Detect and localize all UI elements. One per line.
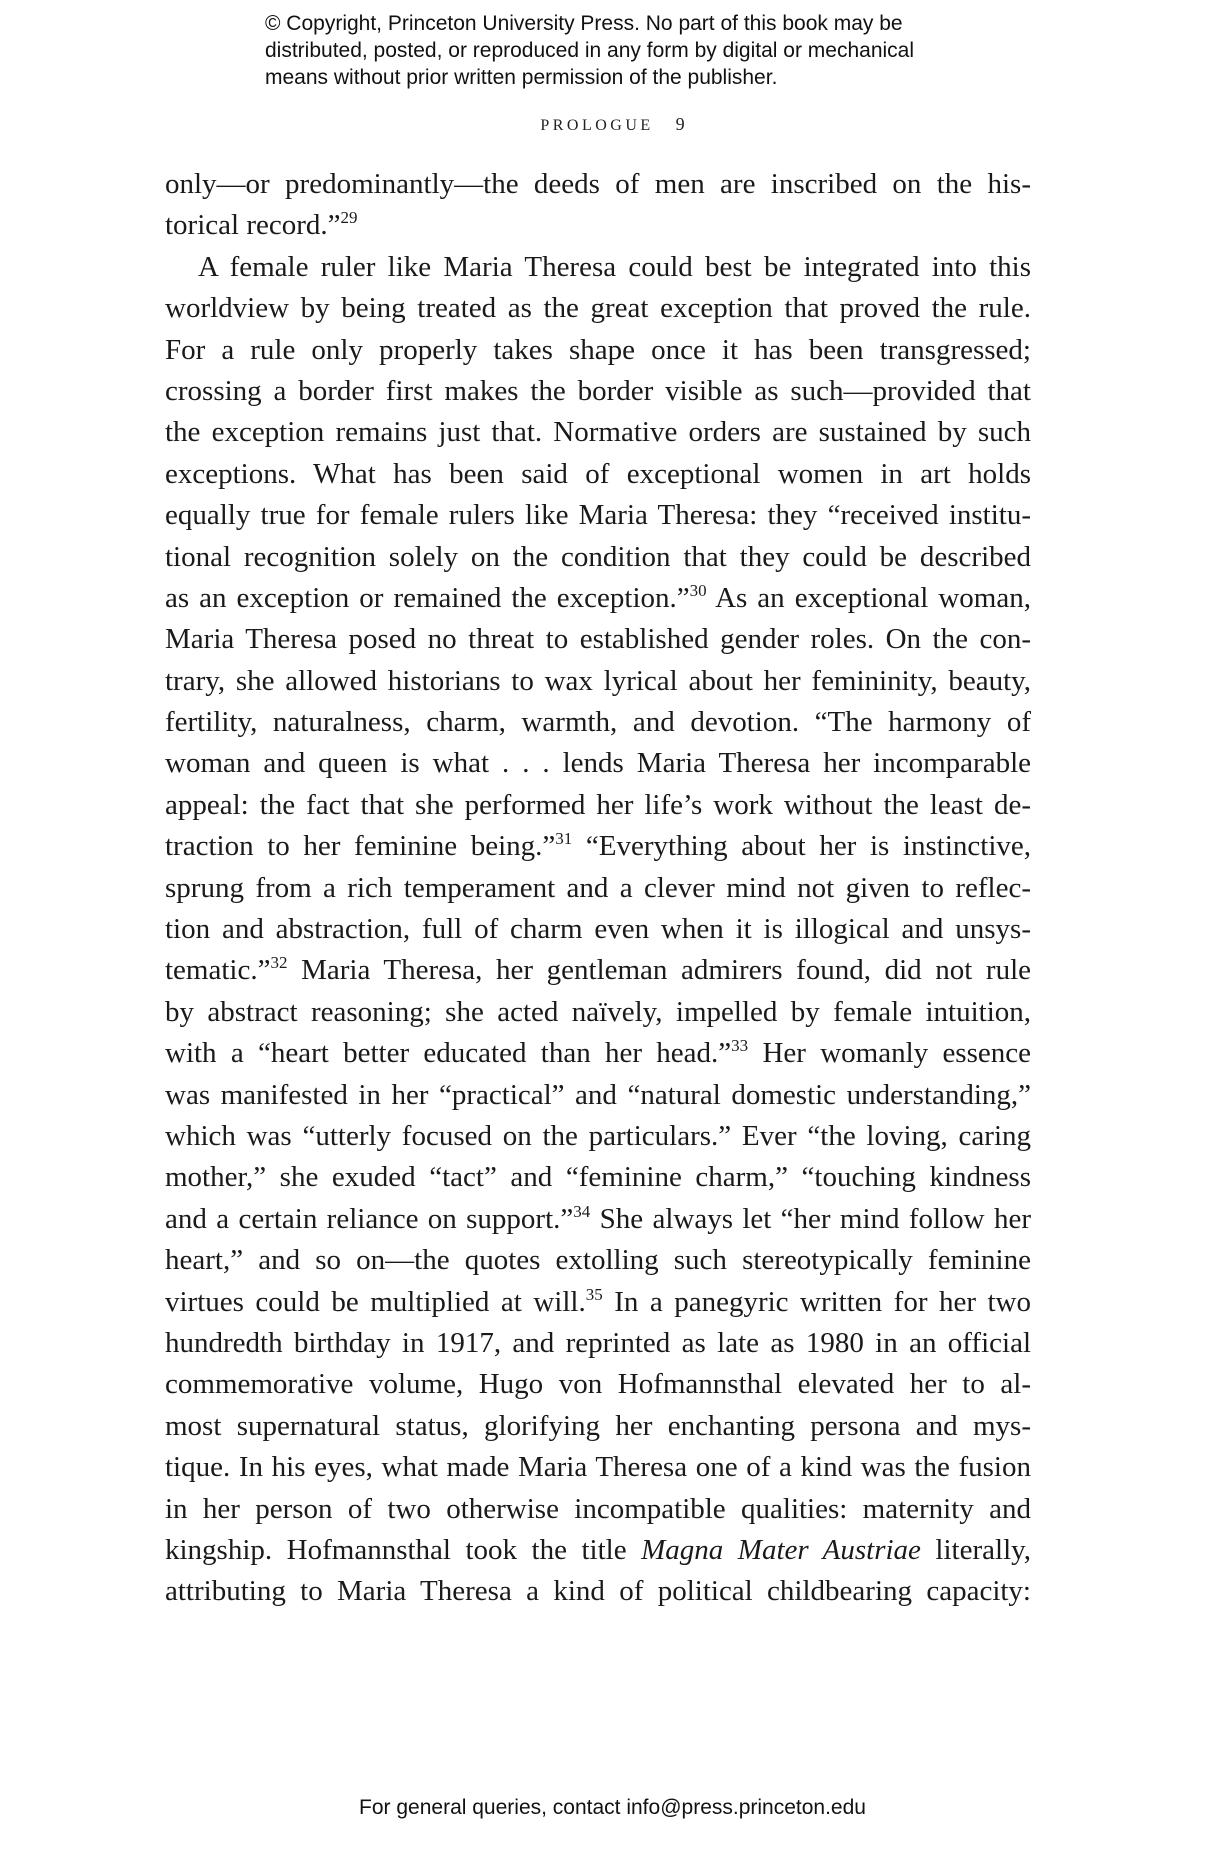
body-line-text: crossing a border first makes the border visible as such—provided that [165,374,1031,407]
copyright-line: means without prior written permission of the publisher. [265,66,778,89]
body-line-text: traction to her feminine being.” [165,830,556,863]
body-line-text: woman and queen is what . . . lends Maria Theresa her incomparable [165,747,1031,780]
footer-contact: For general queries, contact info@press.princeton.edu [359,1796,866,1819]
copyright-notice [265,10,1025,91]
body-line [165,454,1031,495]
body-line [165,868,1031,909]
body-line-text: which was “utterly focused on the particulars.” Ever “the loving, caring [165,1119,1031,1152]
body-line [165,1157,1031,1198]
body-line [165,826,1031,867]
body-line [165,1323,1031,1364]
body-line [165,1199,1031,1240]
body-line-text: as an exception or remained the exception.” [165,581,690,614]
body-line-text: exceptions. What has been said of exceptional women in art holds [165,457,1031,490]
copyright-line: © Copyright, Princeton University Press. No part of this book may be [265,12,903,35]
body-line-text: In a panegyric written for her two [602,1285,1031,1318]
body-line-text: in her person of two otherwise incompatible qualities: maternity and [165,1492,1031,1525]
body-line [165,619,1031,660]
body-line-text: hundredth birthday in 1917, and reprinted as late as 1980 in an official [165,1326,1031,1359]
running-head-section: PROLOGUE [540,117,654,134]
body-line [165,1282,1031,1323]
body-line-text: sprung from a rich temperament and a clever mind not given to reflec- [165,871,1031,904]
body-line-text: most supernatural status, glorifying her enchanting persona and mys- [165,1409,1031,1442]
body-line-text: worldview by being treated as the great exception that proved the rule. [165,292,1031,325]
body-line [165,495,1031,536]
body-line [165,412,1031,453]
body-line [165,1530,1031,1571]
body-line [165,950,1031,991]
body-line-text: literally, [920,1533,1031,1566]
copyright-line: distributed, posted, or reproduced in any form by digital or mechanical [265,39,915,62]
body-line [165,330,1031,371]
running-head [0,114,1225,135]
body-line [165,164,1031,205]
body-line-text: tique. In his eyes, what made Maria Theresa one of a kind was the fusion [165,1451,1031,1484]
footnote-ref: 34 [573,1201,591,1221]
body-line-text: “Everything about her is instinctive, [572,830,1031,863]
body-line-text: As an exceptional woman, [706,581,1031,614]
body-line [165,992,1031,1033]
body-line-text: kingship. Hofmannsthal took the title [165,1533,642,1566]
body-line-text: equally true for female rulers like Maria Theresa: they “received institu- [165,499,1031,532]
body-line-text: heart,” and so on—the quotes extolling such stereotypically feminine [165,1244,1031,1277]
body-line [165,205,1031,246]
body-line-text: A female ruler like Maria Theresa could best be integrated into this [198,250,1031,283]
body-line-text: Her womanly essence [748,1037,1031,1070]
footnote-ref: 30 [689,580,707,600]
body-line [165,743,1031,784]
body-line [165,1571,1031,1612]
body-line-text: by abstract reasoning; she acted naïvely, impelled by female intuition, [165,995,1031,1028]
body-line-text: tional recognition solely on the condition that they could be described [165,540,1031,573]
body-line [165,247,1031,288]
body-line [165,537,1031,578]
body-line-text: with a “heart better educated than her head.” [165,1037,732,1070]
body-line-text: appeal: the fact that she performed her life’s work without the least de- [165,788,1031,821]
body-line-text: mother,” she exuded “tact” and “feminine charm,” “touching kindness [165,1161,1031,1194]
body-line-text: and a certain reliance on support.” [165,1202,574,1235]
body-line [165,578,1031,619]
footnote-ref: 35 [585,1284,603,1304]
page-number: 9 [675,114,685,134]
body-line [165,1447,1031,1488]
body-line-text: Maria Theresa posed no threat to established gender roles. On the con- [165,623,1031,656]
body-line [165,909,1031,950]
footnote-ref: 31 [555,829,573,849]
body-line-text: tion and abstraction, full of charm even when it is illogical and unsys- [165,913,1031,946]
body-line-text: was manifested in her “practical” and “natural domestic understanding,” [165,1078,1031,1111]
body-line-text: commemorative volume, Hugo von Hofmannsthal elevated her to al- [165,1368,1031,1401]
body-line [165,1033,1031,1074]
body-line-text: fertility, naturalness, charm, warmth, and devotion. “The harmony of [165,706,1031,739]
body-line [165,1075,1031,1116]
body-line-text: virtues could be multiplied at will. [165,1285,586,1318]
footnote-ref: 32 [270,953,288,973]
body-line [165,1489,1031,1530]
body-line-text: only—or predominantly—the deeds of men are inscribed on the his- [165,168,1031,200]
body-line [165,702,1031,743]
body-line [165,1240,1031,1281]
body-line [165,288,1031,329]
body-line [165,661,1031,702]
footnote-ref: 33 [731,1036,749,1056]
body-line [165,1364,1031,1405]
body-line-text: Maria Theresa, her gentleman admirers found, did not rule [287,954,1031,987]
body-line [165,371,1031,412]
body-line [165,1406,1031,1447]
body-line-text: trary, she allowed historians to wax lyrical about her femininity, beauty, [165,664,1031,697]
body-line [165,1116,1031,1157]
body-text [165,164,1031,1613]
footnote-ref: 29 [340,208,358,228]
body-line [165,785,1031,826]
body-line-text: For a rule only properly takes shape once it has been transgressed; [165,333,1031,366]
italic-title: Magna Mater Austriae [641,1533,921,1566]
body-line-text: the exception remains just that. Normative orders are sustained by such [165,416,1031,449]
body-line-text: tematic.” [165,954,271,987]
body-line-text: attributing to Maria Theresa a kind of political childbearing capacity: [165,1575,1031,1608]
body-line-text: She always let “her mind follow her [590,1202,1031,1235]
body-line-text: torical record.” [165,209,341,242]
